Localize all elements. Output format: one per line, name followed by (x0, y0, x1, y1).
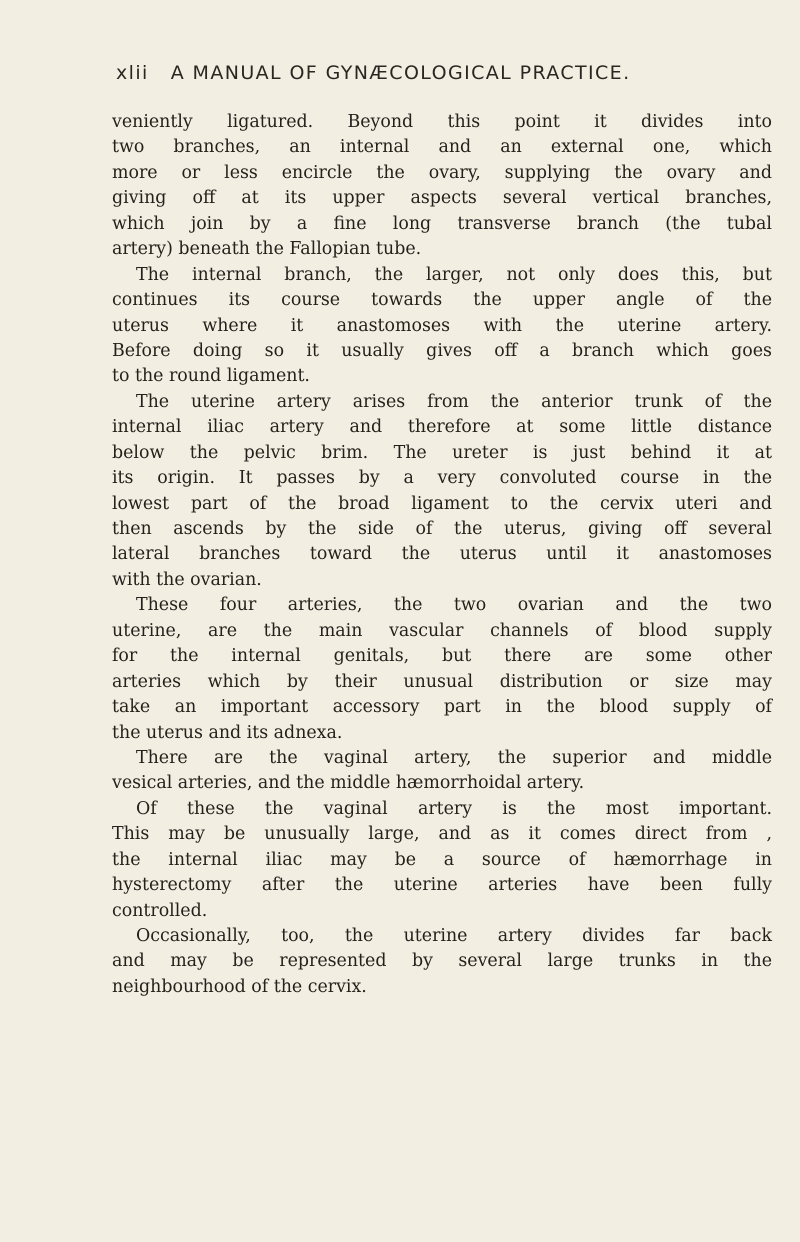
text-line: vesical arteries, and the middle hæmorrhoidal artery. (112, 773, 585, 794)
text-line: controlled. (112, 900, 208, 921)
text-line: for the internal genitals, but there are some other (112, 646, 772, 667)
text-line: uterine, are the main vascular channels of blood supply (112, 620, 772, 641)
text-line: There are the vaginal artery, the superior and middle (136, 747, 772, 768)
text-line: Of these the vaginal artery is the most important. (136, 798, 772, 819)
text-line: then ascends by the side of the uterus, giving off several (112, 519, 772, 539)
text-line: two branches, an internal and an external one, which (112, 137, 772, 158)
page-number: xlii (116, 62, 149, 84)
text-line: more or less encircle the ovary, supplying the ovary and (112, 162, 772, 183)
text-line: its origin. It passes by a very convoluted course in the (112, 468, 772, 489)
text-line: the uterus and its adnexa. (112, 722, 343, 743)
running-head (116, 62, 756, 92)
text-line: veniently ligatured. Beyond this point it divides into (112, 112, 772, 132)
paragraph (112, 110, 772, 263)
text-line: artery) beneath the Fallopian tube. (112, 239, 422, 260)
text-line: neighbourhood of the cervix. (112, 976, 367, 997)
text-line: hysterectomy after the uterine arteries have been fully (112, 875, 772, 896)
paragraph (112, 390, 772, 594)
text-line: Occasionally, too, the uterine artery divides far back (136, 926, 772, 946)
paragraph (112, 593, 772, 746)
text-line: lateral branches toward the uterus until it anastomoses (112, 544, 772, 565)
paragraph (112, 263, 772, 390)
text-line: and may be represented by several large trunks in the (112, 951, 772, 972)
text-line: take an important accessory part in the blood supply of (112, 697, 772, 718)
text-line: These four arteries, the two ovarian and the two (136, 595, 772, 616)
paragraph (112, 746, 772, 797)
text-line: which join by a fine long transverse branch (the tubal (112, 213, 772, 234)
paragraph (112, 924, 772, 1000)
text-line: Before doing so it usually gives off a branch which goes (112, 340, 772, 361)
paragraph (112, 797, 772, 924)
text-line: giving off at its upper aspects several vertical branches, (112, 188, 772, 209)
text-line: the internal iliac may be a source of hæmorrhage in (112, 849, 772, 870)
text-line: uterus where it anastomoses with the uterine artery. (112, 315, 772, 336)
text-line: The internal branch, the larger, not only does this, but (136, 264, 772, 285)
text-line: below the pelvic brim. The ureter is just behind it at (112, 442, 772, 463)
text-line: arteries which by their unusual distribution or size may (112, 671, 772, 692)
text-line: with the ovarian. (112, 569, 262, 590)
text-line: lowest part of the broad ligament to the cervix uteri and (112, 493, 772, 514)
text-line: internal iliac artery and therefore at some little distance (112, 417, 772, 438)
text-line: to the round ligament. (112, 366, 310, 387)
running-title: A MANUAL OF GYNÆCOLOGICAL PRACTICE. (170, 62, 631, 84)
text-line: This may be unusually large, and as it comes direct from , (112, 824, 772, 845)
text-line: The uterine artery arises from the anterior trunk of the (136, 391, 772, 412)
text-line: continues its course towards the upper angle of the (112, 290, 772, 311)
body-text (112, 110, 772, 1000)
